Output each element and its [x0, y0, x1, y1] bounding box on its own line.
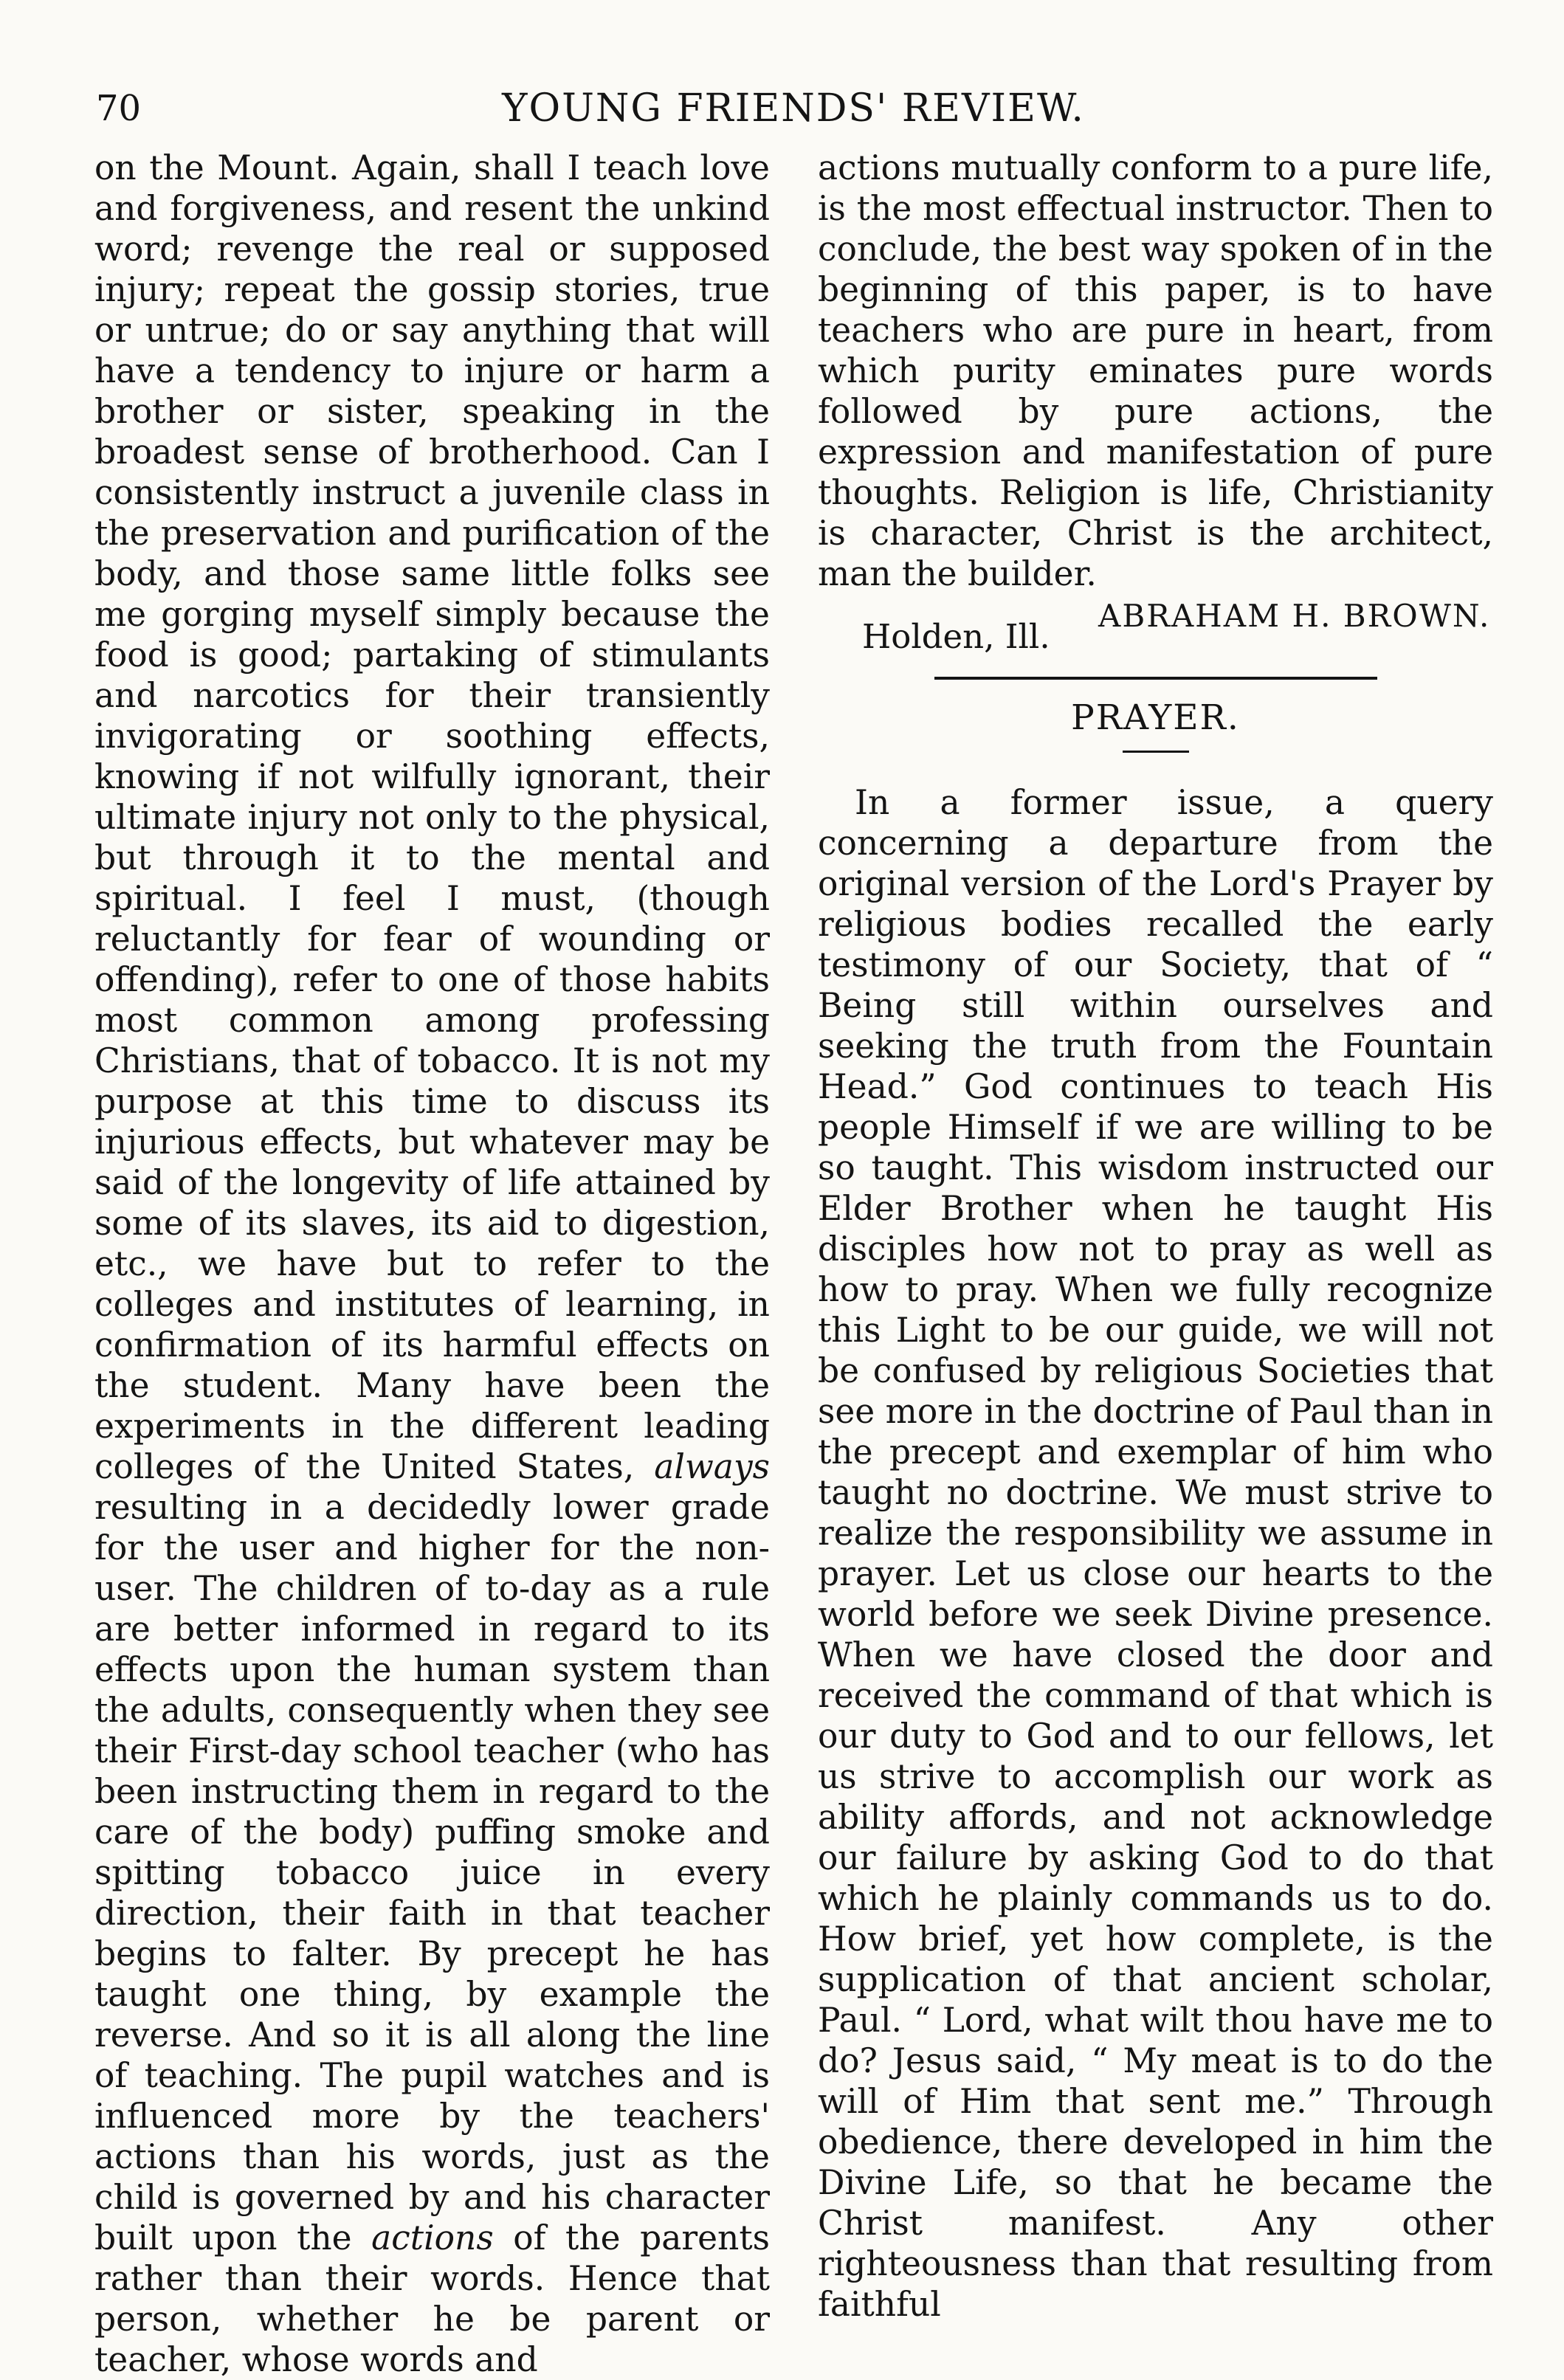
page-number: 70: [96, 88, 142, 129]
running-title: YOUNG FRIENDS' REVIEW.: [502, 86, 1085, 131]
title-underline: [1123, 751, 1189, 753]
right-column: [818, 148, 1493, 2325]
article-text-part-1: on the Mount. Again, shall I teach love and forgiveness, and resent the unkind word; revenge the real or supposed injury; repeat the gossip stories, true or untrue; do or say anything that will have a tendency to injure or harm a brother or sister, speaking in the broadest sense of brotherhood. Can I consistently instruct a juvenile class in the preservation and purification of the body, and those same little folks see me gorging myself simply because the food is good; partaking of stimulants and narcotics for their transiently invigorating or soothing effects, knowing if not wilfully ignorant, their ultimate injury not only to the physical, but through it to the mental and spiritual. I feel I must, (though reluctantly for fear of wounding or offending), refer to one of those habits most common among professing Christians, that of tobacco. It is not my purpose at this time to discuss its injurious effects, but whatever may be said of the longevity of life attained by some of its slaves, its aid to digestion, etc., we have but to refer to the colleges and institutes of learning, in confirmation of its harmful effects on the student. Many have been the experiments in the different leading colleges of the United States,: [94, 148, 770, 1486]
left-column: [94, 148, 770, 2380]
emphasis-always: always: [654, 1447, 770, 1486]
article-text-part-3: of the parents rather than their words. Hence that person, whether he be parent or teacher, whose words and: [94, 2218, 770, 2379]
signature-block: [818, 596, 1493, 677]
article-conclusion: actions mutually conform to a pure life, is the most effectual instructor. Then to conclude, the best way spoken of in the beginning of this paper, is to have teachers who are pure in heart, from which purity eminates pure words followed by pure actions, the expression and manifestation of pure thoughts. Religion is life, Christianity is character, Christ is the architect, man the builder.: [818, 148, 1493, 593]
page-header: [96, 83, 1491, 134]
article-text-part-2: resulting in a decidedly lower grade for the user and higher for the non-user. The children of to-day as a rule are better informed in regard to its effects upon the human system than the adults, consequently when they see their First-day school teacher (who has been instructing them in regard to the care of the body) puffing smoke and spitting tobacco juice in every direction, their faith in that teacher begins to falter. By precept he has taught one thing, by example the reverse. And so it is all along the line of teaching. The pupil watches and is influenced more by the teachers' actions than his words, just as the child is governed by and his character built upon the: [94, 1488, 770, 2257]
emphasis-actions: actions: [371, 2218, 494, 2257]
author-signature: ABRAHAM H. BROWN.: [1098, 598, 1491, 634]
prayer-article-text: In a former issue, a query concerning a departure from the original version of the Lord's Prayer by religious bodies recalled the early testimony of our Society, that of “ Being still within ourselves and seeking the truth from the Fountain Head.” God continues to teach His people Himself if we are willing to be so taught. This wisdom instructed our Elder Brother when he taught His disciples how not to pray as well as how to pray. When we fully recognize this Light to be our guide, we will not be confused by religious Societies that see more in the doctrine of Paul than in the precept and exemplar of him who taught no doctrine. We must strive to realize the responsibility we assume in prayer. Let us close our hearts to the world before we seek Divine presence. When we have closed the door and received the command of that which is our duty to God and to our fellows, let us strive to accomplish our work as ability affords, and not acknowledge our failure by asking God to do that which he plainly commands us to do. How brief, yet how complete, is the supplication of that ancient scholar, Paul. “ Lord, what wilt thou have me to do? Jesus said, “ My meat is to do the will of Him that sent me.” Through obedience, there developed in him the Divine Life, so that he became the Christ manifest. Any other righteousness than that resulting from faithful: [818, 783, 1493, 2324]
article-body-text: [94, 148, 770, 2380]
author-location: Holden, Ill.: [862, 617, 1050, 656]
section-title-prayer: PRAYER.: [1071, 697, 1240, 738]
section-divider: [934, 677, 1377, 680]
